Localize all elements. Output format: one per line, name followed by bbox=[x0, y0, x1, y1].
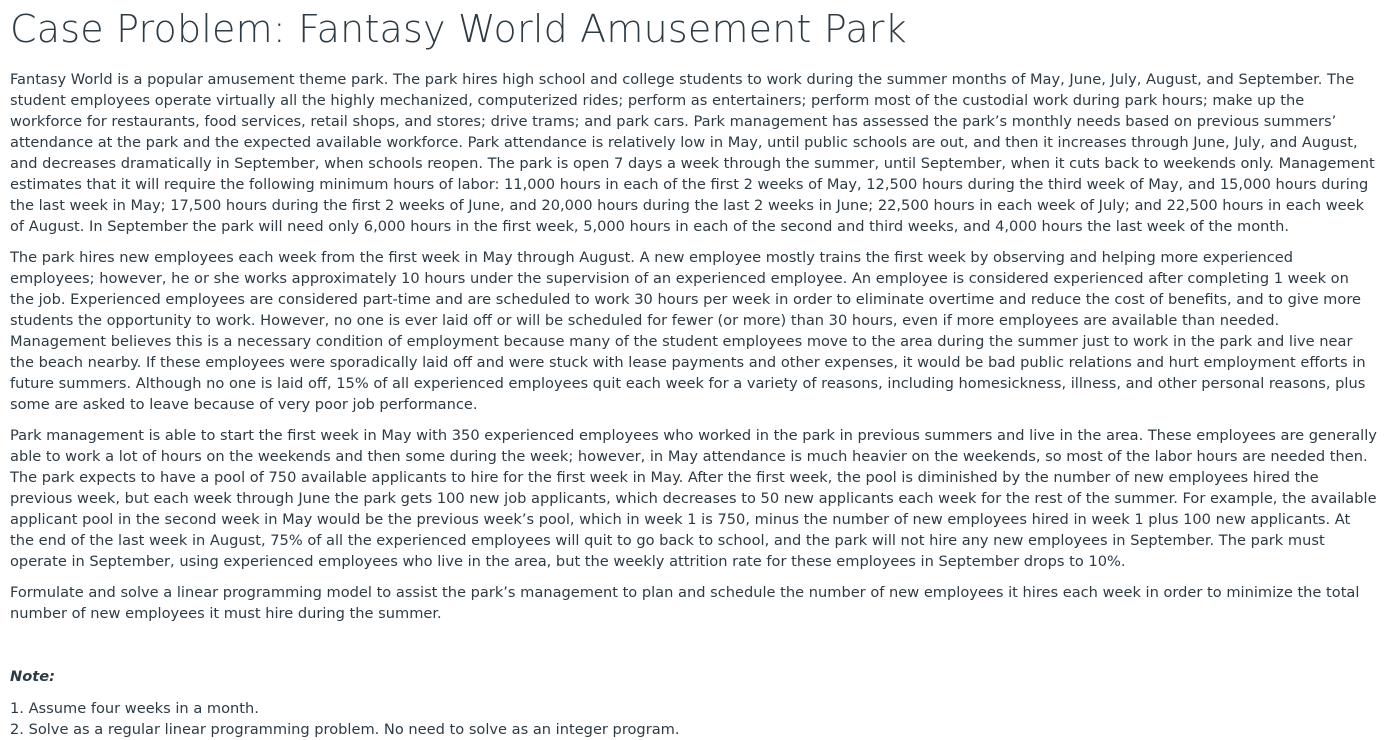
paragraph-task: Formulate and solve a linear programming model to assist the park’s management to plan and schedule the number of new employees it hires each week in order to minimize the total number of new employees it must hire during the summer. bbox=[10, 584, 1360, 622]
note-item: 2. Solve as a regular linear programming problem. No need to solve as an integer program. bbox=[10, 721, 680, 738]
note-list bbox=[10, 698, 1377, 740]
paragraph-applicants: Park management is able to start the first week in May with 350 experienced employees who worked in the park in previous summers and live in the area. These employees are generally able to work a lot of hours on the weekends and then some during the week; however, in May attendance is much heavier on the weekends, so most of the labor hours are needed then. The park expects to have a pool of 750 available applicants to hire for the first week in May. After the first week, the pool is diminished by the number of new employees hired the previous week, but each week through June the park gets 100 new job applicants, which decreases to 50 new applicants each week for the rest of the summer. For example, the available applicant pool in the second week in May would be the previous week’s pool, which in week 1 is 750, minus the number of new employees hired in week 1 plus 100 new applicants. At the end of the last week in August, 75% of all the experienced employees will quit to go back to school, and the park will not hire any new employees in September. The park must operate in September, using experienced employees who live in the area, but the weekly attrition rate for these employees in September drops to 10%. bbox=[10, 427, 1377, 570]
page-title: Case Problem: Fantasy World Amusement Park bbox=[10, 7, 907, 51]
note-item: 1. Assume four weeks in a month. bbox=[10, 700, 259, 717]
paragraph-hiring: The park hires new employees each week from the first week in May through August. A new employee mostly trains the first week by observing and helping more experienced employees; however, he or she works approximately 10 hours under the supervision of an experienced employee. An employee is considered experienced after completing 1 week on the job. Experienced employees are considered part-time and are scheduled to work 30 hours per week in order to eliminate overtime and reduce the cost of benefits, and to give more students the opportunity to work. However, no one is ever laid off or will be scheduled for fewer (or more) than 30 hours, even if more employees are available than needed. Management believes this is a necessary condition of employment because many of the student employees move to the area during the summer just to work in the park and live near the beach nearby. If these employees were sporadically laid off and were stuck with lease payments and other expenses, it would be bad public relations and hurt employment efforts in future summers. Although no one is laid off, 15% of all experienced employees quit each week for a variety of reasons, including homesickness, illness, and other personal reasons, plus some are asked to leave because of very poor job performance. bbox=[10, 249, 1366, 413]
note-title: Note: bbox=[10, 668, 55, 685]
paragraph-intro: Fantasy World is a popular amusement theme park. The park hires high school and college students to work during the summer months of May, June, July, August, and September. The student employees operate virtually all the highly mechanized, computerized rides; perform as entertainers; perform most of the custodial work during park hours; make up the workforce for restaurants, food services, retail shops, and stores; drive trams; and park cars. Park management has assessed the park’s monthly needs based on previous summers’ attendance at the park and the expected available workforce. Park attendance is relatively low in May, until public schools are out, and then it increases through June, July, and August, and decreases dramatically in September, when schools reopen. The park is open 7 days a week through the summer, until September, when it cuts back to weekends only. Management estimates that it will require the following minimum hours of labor: 11,000 hours in each of the first 2 weeks of May, 12,500 hours during the third week of May, and 15,000 hours during the last week in May; 17,500 hours during the first 2 weeks of June, and 20,000 hours during the last 2 weeks in June; 22,500 hours in each week of July; and 22,500 hours in each week of August. In September the park will need only 6,000 hours in the first week, 5,000 hours in each of the second and third weeks, and 4,000 hours the last week of the month. bbox=[10, 71, 1375, 235]
